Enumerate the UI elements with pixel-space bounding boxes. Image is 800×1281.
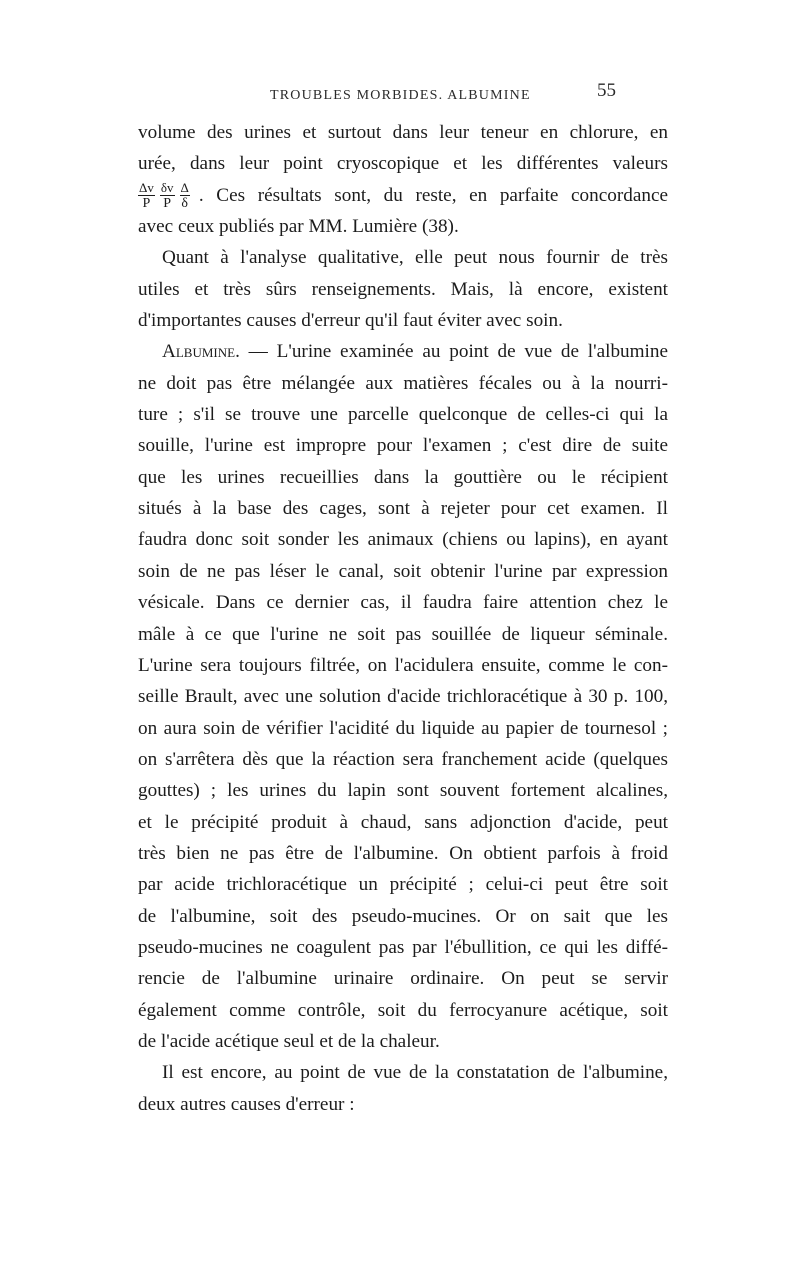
fraction-small-delta-v-over-p: $\frac{\delta v}{P}$: [160, 179, 174, 211]
text-line: Il est encore, au point de vue de la constatation de l'albumine,: [162, 1062, 668, 1084]
text-line: et le précipité produit à chaud, sans adjonction d'acide, peut: [138, 811, 668, 833]
text-line: utiles et très sûrs renseignements. Mais, là encore, existent: [138, 278, 668, 300]
fraction-delta-v-over-p: $\frac{\Delta v}{P}$: [139, 179, 154, 211]
text-line: — L'urine examinée au point de vue de l'albumine: [239, 341, 668, 363]
page-number: 55: [597, 80, 616, 101]
text-line: seille Brault, avec une solution d'acide trichloracétique à 30 p. 100,: [138, 686, 668, 708]
text-line: mâle à ce que l'urine ne soit pas souillée de liqueur séminale.: [138, 623, 668, 645]
text-line: très bien ne pas être de l'albumine. On obtient parfois à froid: [138, 842, 668, 864]
text-line: vésicale. Dans ce dernier cas, il faudra faire attention chez le: [138, 592, 668, 614]
text-line: on aura soin de vérifier l'acidité du liquide au papier de tournesol ;: [138, 717, 668, 739]
text-line: L'urine sera toujours filtrée, on l'acidulera ensuite, comme le con-: [138, 654, 668, 676]
text-line: pseudo-mucines ne coagulent pas par l'ébullition, ce qui les diffé-: [138, 936, 668, 958]
fraction-delta-over-small-delta: $\frac{\Delta}{\delta}$: [180, 179, 189, 211]
text-line: Quant à l'analyse qualitative, elle peut nous fournir de très: [162, 247, 668, 269]
text-line: par acide trichloracétique un précipité ; celui-ci peut être soit: [138, 874, 668, 896]
text-line: rencie de l'albumine urinaire ordinaire. On peut se servir: [138, 968, 668, 990]
text-line: que les urines recueillies dans la gouttière ou le récipient: [138, 466, 668, 488]
text-line: gouttes) ; les urines du lapin sont souvent fortement alcalines,: [138, 780, 668, 802]
text-line: ne doit pas être mélangée aux matières fécales ou à la nourri-: [138, 372, 668, 394]
text-line: urée, dans leur point cryoscopique et les différentes valeurs: [138, 153, 668, 175]
text-line: de l'albumine, soit des pseudo-mucines. Or on sait que les: [138, 905, 668, 927]
text-line: avec ceux publiés par MM. Lumière (38).: [138, 216, 459, 238]
text-line: . Ces résultats sont, du reste, en parfaite concordance: [198, 184, 668, 206]
text-line: soin de ne pas léser le canal, soit obtenir l'urine par expression: [138, 560, 668, 582]
text-line: faudra donc soit sonder les animaux (chiens ou lapins), en ayant: [138, 529, 668, 551]
section-start-line: [138, 336, 668, 367]
body-text: [138, 117, 668, 1120]
text-line: de l'acide acétique seul et de la chaleur.: [138, 1030, 440, 1052]
text-line: également comme contrôle, soit du ferrocyanure acétique, soit: [138, 999, 668, 1021]
text-line: souille, l'urine est impropre pour l'examen ; c'est dire de suite: [138, 435, 668, 457]
section-heading-albumine: Albumine.: [162, 341, 240, 363]
running-head: TROUBLES MORBIDES. ALBUMINE: [270, 88, 531, 103]
text-line: volume des urines et surtout dans leur teneur en chlorure, en: [138, 122, 668, 143]
text-line: ture ; s'il se trouve une parcelle quelconque de celles-ci qui la: [138, 404, 668, 426]
text-line: deux autres causes d'erreur :: [138, 1093, 355, 1115]
text-line: d'importantes causes d'erreur qu'il faut éviter avec soin.: [138, 310, 563, 332]
text-line: on s'arrêtera dès que la réaction sera franchement acide (quelques: [138, 748, 668, 770]
formula-line: [138, 180, 668, 211]
text-line: situés à la base des cages, sont à rejeter pour cet examen. Il: [138, 498, 668, 520]
